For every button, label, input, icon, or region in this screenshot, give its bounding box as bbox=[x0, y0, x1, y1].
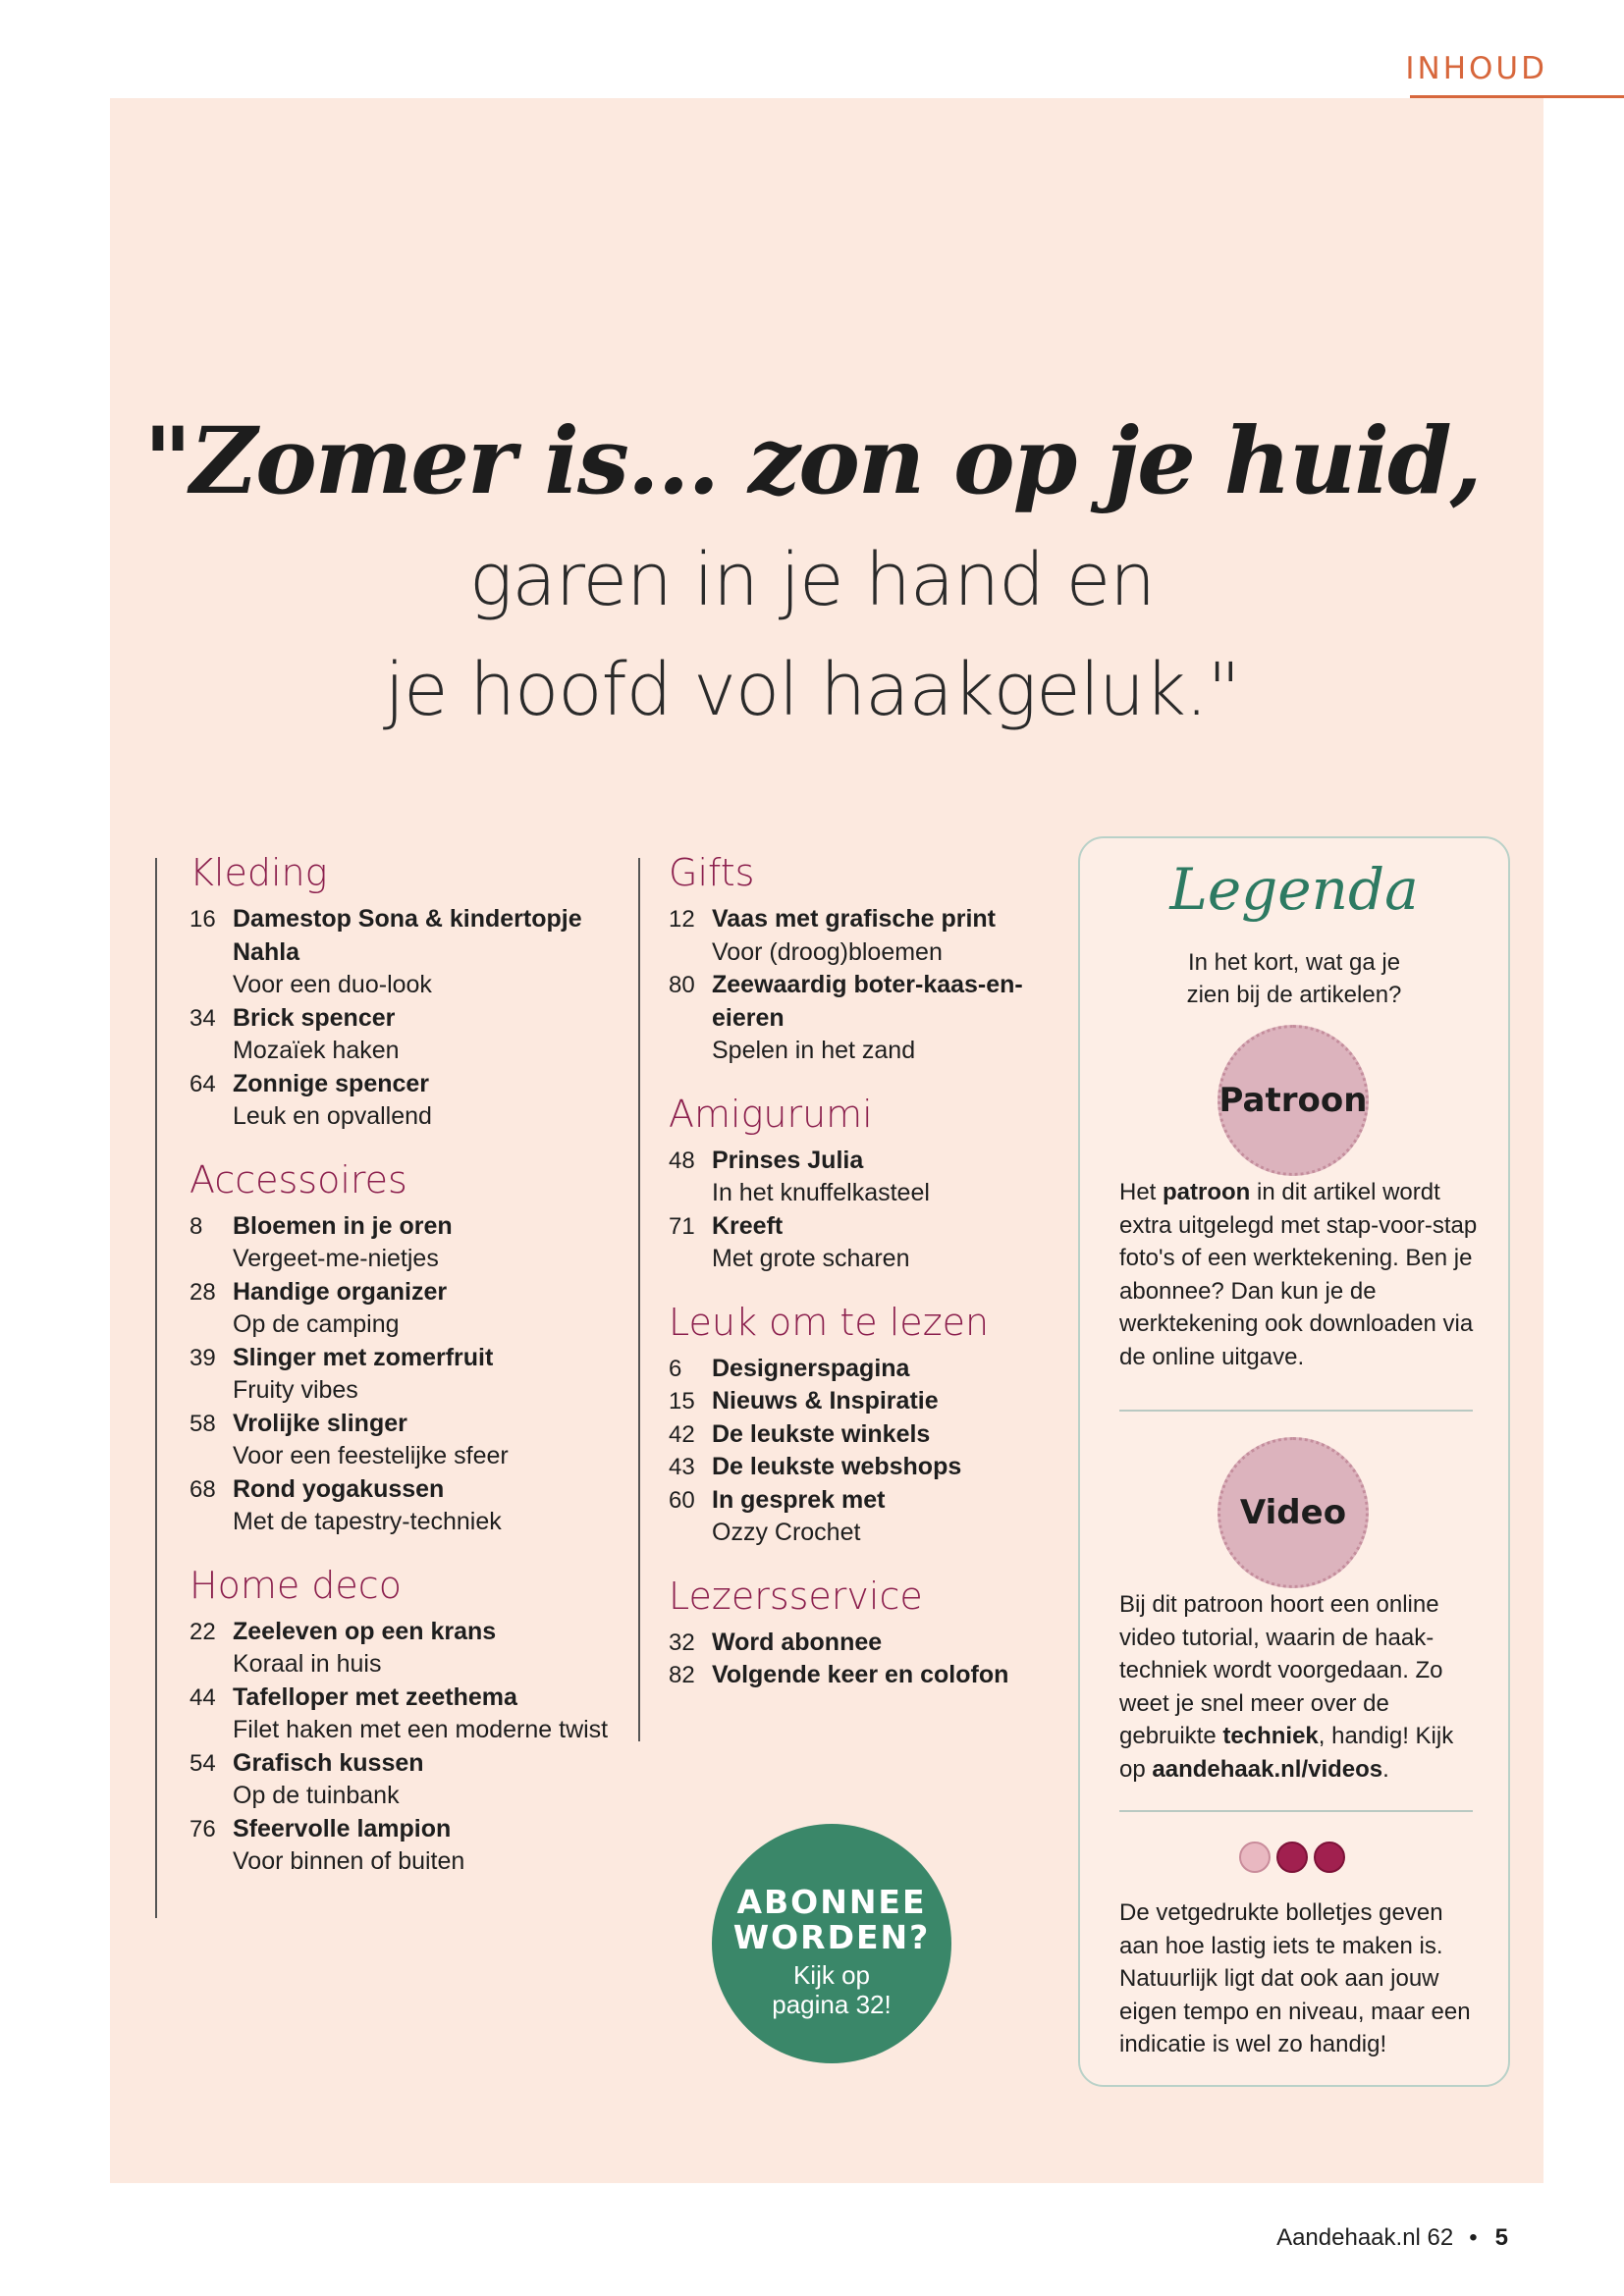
entry-page-number: 32 bbox=[669, 1629, 695, 1656]
entry-page-number: 22 bbox=[189, 1618, 216, 1645]
video-text-mid: , handig! Kijk op bbox=[1119, 1723, 1454, 1783]
entry-title: Vrolijke slinger bbox=[233, 1409, 407, 1437]
entry-title: Rond yogakussen bbox=[233, 1474, 445, 1503]
entry-text bbox=[712, 1627, 1061, 1660]
toc-entry[interactable] bbox=[189, 1068, 622, 1134]
toc-entry[interactable] bbox=[189, 903, 622, 1002]
entry-page-number: 8 bbox=[189, 1212, 203, 1240]
entry-title: Volgende keer en colofon bbox=[712, 1661, 1009, 1688]
toc-entry[interactable] bbox=[189, 1473, 622, 1539]
entry-text bbox=[712, 903, 1061, 969]
toc-entry[interactable] bbox=[669, 1210, 1061, 1276]
video-text-bold-technique: techniek bbox=[1222, 1723, 1319, 1749]
legend-intro-line-2: zien bij de artikelen? bbox=[1186, 982, 1402, 1008]
difficulty-dots bbox=[1239, 1842, 1345, 1873]
entry-page-number: 82 bbox=[669, 1662, 695, 1688]
category-title: Gifts bbox=[669, 851, 755, 894]
quote-line-2: garen in je hand en bbox=[468, 538, 1156, 622]
entry-subtitle: Voor binnen of buiten bbox=[233, 1847, 465, 1875]
difficulty-dot bbox=[1276, 1842, 1308, 1873]
entry-text bbox=[712, 1385, 1061, 1418]
entry-text bbox=[233, 1342, 622, 1408]
patroon-text-pre: Het bbox=[1119, 1179, 1164, 1205]
difficulty-dot bbox=[1314, 1842, 1345, 1873]
entry-title: Zeeleven op een krans bbox=[233, 1617, 497, 1645]
entry-title: Handige organizer bbox=[233, 1277, 448, 1306]
entry-subtitle: Op de camping bbox=[233, 1310, 400, 1338]
entry-title: Grafisch kussen bbox=[233, 1748, 424, 1777]
entry-subtitle: Met de tapestry-techniek bbox=[233, 1508, 502, 1535]
toc-entry[interactable] bbox=[669, 1385, 1061, 1418]
entry-page-number: 54 bbox=[189, 1749, 216, 1777]
entry-title: Prinses Julia bbox=[712, 1146, 864, 1174]
toc-entry[interactable] bbox=[189, 1210, 622, 1276]
entry-page-number: 60 bbox=[669, 1486, 695, 1514]
entry-subtitle: Voor (droog)bloemen bbox=[712, 937, 943, 966]
subscribe-heading bbox=[712, 1885, 951, 1955]
entry-title: Tafelloper met zeethema bbox=[233, 1682, 517, 1711]
video-text-pre: Bij dit patroon hoort een online video tutorial, waarin de haak-techniek wordt voorgedaan. Zo weet je snel meer over de gebruikte bbox=[1119, 1591, 1443, 1749]
entry-page-number: 42 bbox=[669, 1420, 695, 1448]
toc-entry[interactable] bbox=[189, 1002, 622, 1068]
entry-subtitle: Vergeet-me-nietjes bbox=[233, 1245, 439, 1272]
toc-column-2 bbox=[669, 850, 1061, 1716]
entry-page-number: 15 bbox=[669, 1388, 695, 1415]
entry-text bbox=[233, 1210, 622, 1276]
toc-entry[interactable] bbox=[669, 1659, 1061, 1692]
quote-line-3: je hoofd vol haakgeluk." bbox=[384, 648, 1240, 732]
toc-entry[interactable] bbox=[669, 969, 1061, 1068]
toc-entry[interactable] bbox=[669, 1484, 1061, 1550]
column-2-divider bbox=[638, 858, 640, 1741]
toc-entry[interactable] bbox=[669, 1145, 1061, 1210]
toc-entry[interactable] bbox=[669, 1451, 1061, 1484]
patroon-text-bold: patroon bbox=[1163, 1179, 1251, 1205]
legend-divider-2 bbox=[1119, 1810, 1473, 1812]
toc-entry[interactable] bbox=[669, 1353, 1061, 1386]
entry-text bbox=[233, 1747, 622, 1813]
video-text-bold-url: aandehaak.nl/videos bbox=[1152, 1755, 1383, 1783]
toc-entry[interactable] bbox=[669, 903, 1061, 969]
entry-text bbox=[233, 1682, 622, 1747]
category-title: Home deco bbox=[189, 1563, 402, 1607]
entry-page-number: 71 bbox=[669, 1212, 695, 1240]
entry-text bbox=[233, 1813, 622, 1879]
entry-page-number: 68 bbox=[189, 1475, 216, 1503]
toc-entry[interactable] bbox=[189, 1276, 622, 1342]
entry-page-number: 39 bbox=[189, 1344, 216, 1371]
toc-entry[interactable] bbox=[669, 1627, 1061, 1660]
video-text-post: . bbox=[1382, 1755, 1389, 1783]
entry-page-number: 58 bbox=[189, 1410, 216, 1437]
entry-subtitle: Ozzy Crochet bbox=[712, 1519, 861, 1546]
entry-title: Damestop Sona & kindertopje Nahla bbox=[233, 905, 582, 966]
patroon-text-post: in dit artikel wordt extra uitgelegd met stap-voor-stap foto's of een werktekening. Ben je abonnee? Dan kun je de werktekening ook downloaden via de online uitgave. bbox=[1119, 1179, 1478, 1370]
entry-page-number: 80 bbox=[669, 972, 695, 998]
entry-subtitle: Voor een duo-look bbox=[233, 971, 432, 998]
patroon-description bbox=[1119, 1176, 1483, 1373]
entry-page-number: 48 bbox=[669, 1147, 695, 1174]
entry-page-number: 76 bbox=[189, 1815, 216, 1842]
entry-page-number: 44 bbox=[189, 1683, 216, 1711]
toc-entry[interactable] bbox=[189, 1747, 622, 1813]
entry-title: Nieuws & Inspiratie bbox=[712, 1387, 939, 1415]
entry-text bbox=[233, 1002, 622, 1068]
difficulty-dot bbox=[1239, 1842, 1271, 1873]
difficulty-description: De vetgedrukte bolletjes geven aan hoe lastig iets te maken is. Natuurlijk ligt dat ook aan jouw eigen tempo en niveau, maar een indicatie is wel zo handig! bbox=[1119, 1899, 1471, 2057]
legend-title: Legenda bbox=[1169, 856, 1419, 923]
entry-subtitle: In het knuffelkasteel bbox=[712, 1179, 930, 1206]
entry-subtitle: Op de tuinbank bbox=[233, 1782, 400, 1809]
legend-box bbox=[1078, 836, 1510, 2087]
entry-text bbox=[712, 1659, 1061, 1692]
toc-category bbox=[189, 1157, 622, 1539]
entry-text bbox=[712, 1451, 1061, 1484]
entry-text bbox=[233, 1408, 622, 1473]
toc-category bbox=[189, 1563, 622, 1879]
toc-entry[interactable] bbox=[189, 1813, 622, 1879]
entry-subtitle: Koraal in huis bbox=[233, 1650, 382, 1678]
section-label: INHOUD bbox=[1405, 51, 1547, 86]
legend-divider-1 bbox=[1119, 1410, 1473, 1412]
entry-title: Designerspagina bbox=[712, 1354, 910, 1382]
toc-category bbox=[189, 850, 622, 1134]
toc-column-1 bbox=[189, 850, 622, 1902]
entry-page-number: 16 bbox=[189, 906, 216, 933]
entry-text bbox=[712, 1353, 1061, 1386]
video-description bbox=[1119, 1588, 1483, 1786]
entry-page-number: 28 bbox=[189, 1278, 216, 1306]
entry-title: Word abonnee bbox=[712, 1628, 883, 1656]
subscribe-heading-line-2: WORDEN? bbox=[732, 1918, 931, 1956]
entry-title: In gesprek met bbox=[712, 1485, 886, 1514]
toc-entry[interactable] bbox=[189, 1342, 622, 1408]
entry-page-number: 12 bbox=[669, 906, 695, 933]
entry-title: Kreeft bbox=[712, 1211, 784, 1240]
entry-subtitle: Spelen in het zand bbox=[712, 1037, 916, 1064]
entry-title: Bloemen in je oren bbox=[233, 1211, 453, 1240]
entry-page-number: 34 bbox=[189, 1004, 216, 1032]
toc-entry[interactable] bbox=[189, 1682, 622, 1747]
entry-title: Sfeervolle lampion bbox=[233, 1814, 452, 1842]
quote-line-1: "Zomer is... zon op je huid, bbox=[143, 407, 1481, 515]
entry-title: Zeewaardig boter-kaas-en-eieren bbox=[712, 971, 1023, 1032]
category-title: Amigurumi bbox=[669, 1092, 873, 1136]
patroon-badge: Patroon bbox=[1218, 1025, 1369, 1176]
entry-subtitle: Filet haken met een moderne twist bbox=[233, 1716, 609, 1743]
toc-category bbox=[669, 850, 1061, 1068]
entry-title: Brick spencer bbox=[233, 1003, 396, 1032]
entry-subtitle: Voor een feestelijke sfeer bbox=[233, 1442, 509, 1469]
entry-page-number: 43 bbox=[669, 1454, 695, 1480]
footer-issue: Aandehaak.nl 62 bbox=[1276, 2224, 1454, 2251]
category-title: Leuk om te lezen bbox=[669, 1300, 990, 1344]
toc-entry[interactable] bbox=[669, 1418, 1061, 1452]
toc-category bbox=[669, 1574, 1061, 1692]
entry-subtitle: Met grote scharen bbox=[712, 1245, 910, 1272]
toc-entry[interactable] bbox=[189, 1616, 622, 1682]
entry-page-number: 64 bbox=[189, 1070, 216, 1097]
entry-text bbox=[712, 969, 1061, 1068]
subscribe-line-4: pagina 32! bbox=[772, 1990, 892, 2019]
entry-text bbox=[712, 1484, 1061, 1550]
entry-text bbox=[233, 1068, 622, 1134]
legend-intro-line-1: In het kort, wat ga je bbox=[1187, 949, 1401, 976]
entry-text bbox=[233, 1473, 622, 1539]
toc-category bbox=[669, 1300, 1061, 1550]
entry-subtitle: Fruity vibes bbox=[233, 1376, 358, 1404]
entry-text bbox=[712, 1418, 1061, 1452]
subscribe-badge[interactable] bbox=[712, 1824, 951, 2063]
entry-text bbox=[233, 1276, 622, 1342]
entry-text bbox=[712, 1210, 1061, 1276]
toc-entry[interactable] bbox=[189, 1408, 622, 1473]
footer-bullet: • bbox=[1469, 2224, 1478, 2251]
entry-text bbox=[233, 903, 622, 1002]
entry-title: Vaas met grafische print bbox=[712, 905, 997, 933]
legend-intro bbox=[1080, 946, 1508, 1011]
subscribe-heading-line-1: ABONNEE bbox=[736, 1883, 927, 1921]
page-footer bbox=[1276, 2224, 1508, 2252]
entry-title: De leukste winkels bbox=[712, 1419, 931, 1448]
entry-page-number: 6 bbox=[669, 1355, 682, 1382]
entry-text bbox=[233, 1616, 622, 1682]
category-title: Lezersservice bbox=[669, 1574, 923, 1618]
column-1-divider bbox=[155, 858, 157, 1918]
toc-category bbox=[669, 1092, 1061, 1276]
entry-title: Zonnige spencer bbox=[233, 1069, 430, 1097]
page-number: 5 bbox=[1494, 2224, 1508, 2251]
entry-title: De leukste webshops bbox=[712, 1453, 962, 1480]
entry-subtitle: Mozaïek haken bbox=[233, 1037, 400, 1064]
video-badge: Video bbox=[1218, 1437, 1369, 1588]
entry-title: Slinger met zomerfruit bbox=[233, 1343, 494, 1371]
entry-text bbox=[712, 1145, 1061, 1210]
category-title: Kleding bbox=[189, 851, 328, 894]
category-title: Accessoires bbox=[189, 1157, 407, 1201]
entry-subtitle: Leuk en opvallend bbox=[233, 1102, 432, 1130]
subscribe-line-3: Kijk op bbox=[792, 1960, 871, 1990]
